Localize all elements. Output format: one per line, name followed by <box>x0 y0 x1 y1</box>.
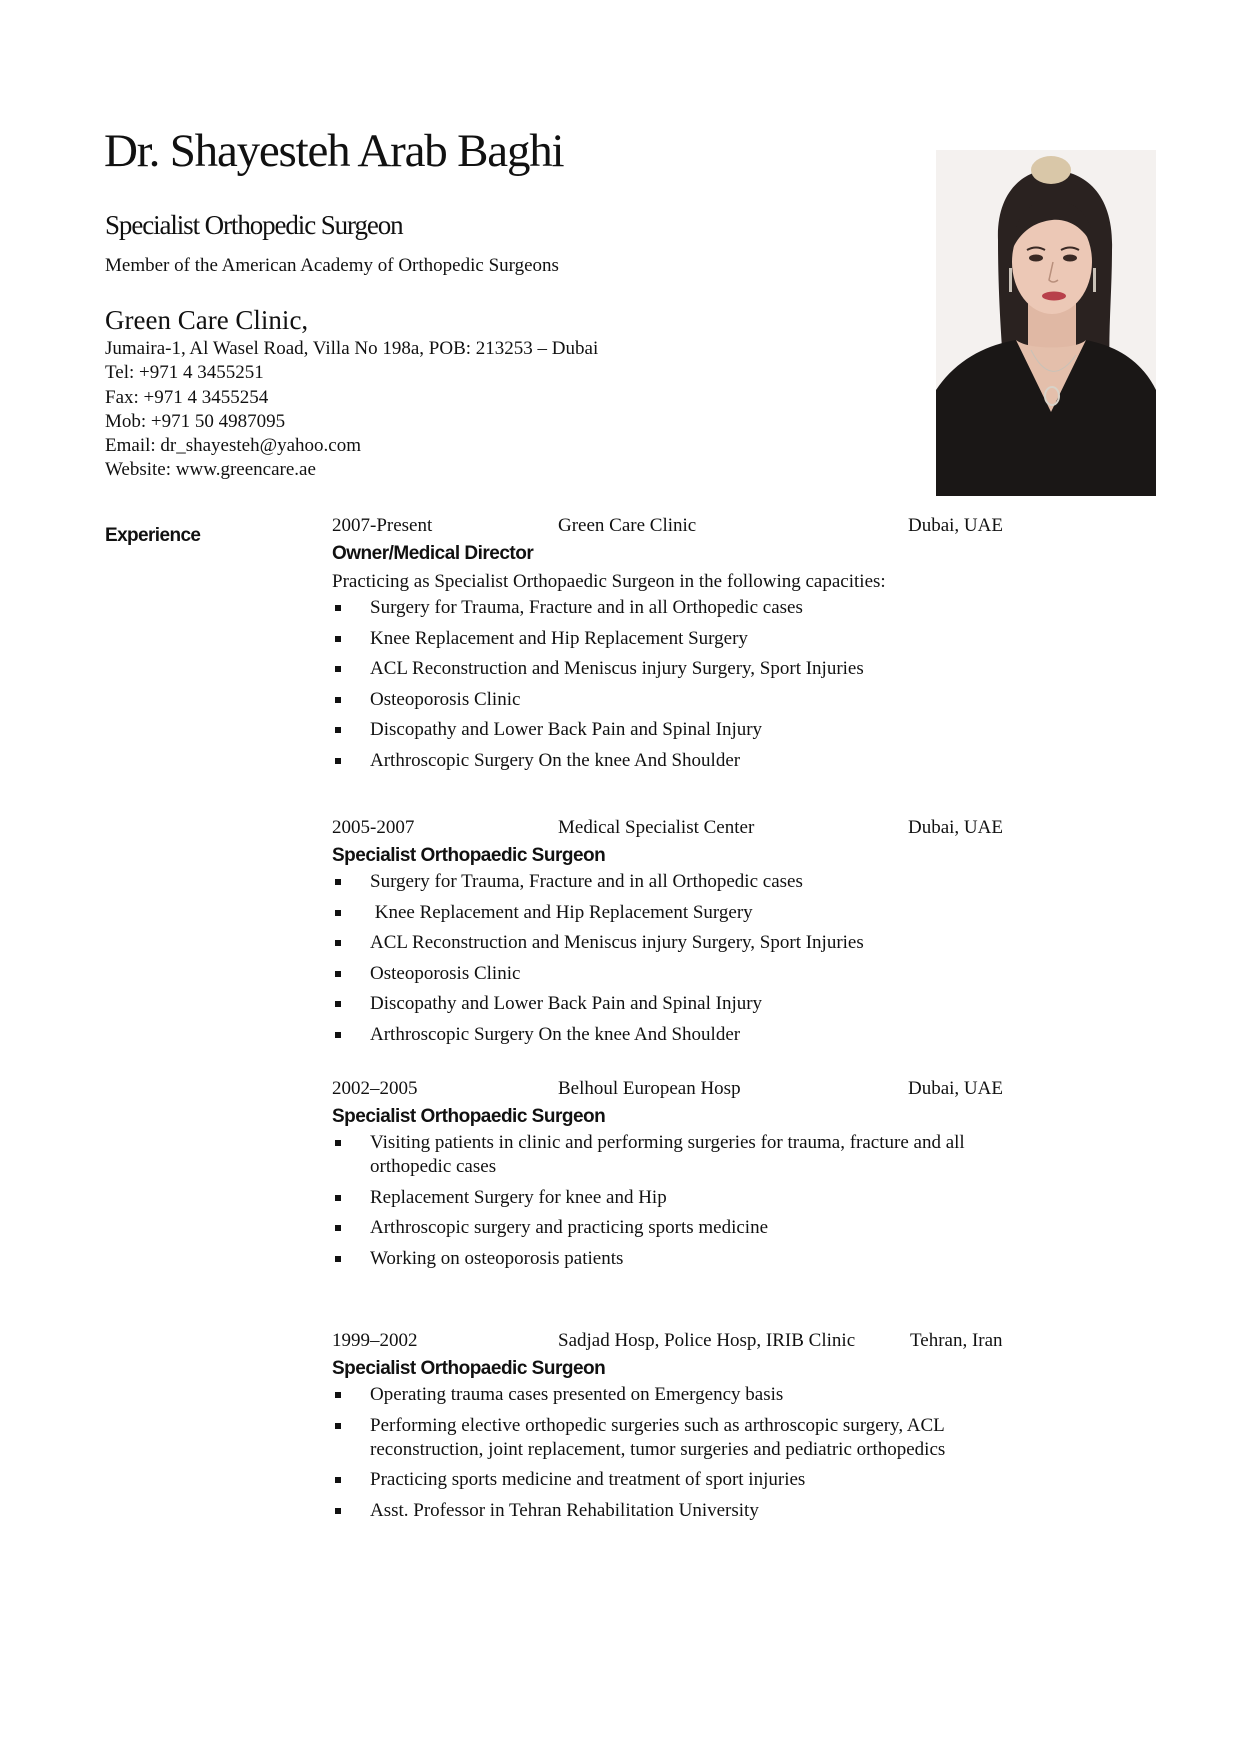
job-entry <box>332 1330 1032 1529</box>
job-header <box>332 515 1032 537</box>
list-item <box>332 901 1032 925</box>
address-line: Jumaira-1, Al Wasel Road, Villa No 198a, POB: 213253 – Dubai <box>105 338 599 359</box>
list-item <box>332 749 1032 773</box>
job-role: Specialist Orthopaedic Surgeon <box>332 1358 606 1379</box>
list-item-text: Replacement Surgery for knee and Hip <box>370 1186 667 1208</box>
job-period: 2005-2007 <box>332 817 415 838</box>
job-role: Owner/Medical Director <box>332 543 534 564</box>
job-organization: Green Care Clinic <box>558 515 697 536</box>
list-item <box>332 657 1032 681</box>
doctor-name: Dr. Shayesteh Arab Baghi <box>104 125 564 177</box>
job-entry <box>332 515 1032 779</box>
website-line: Website: www.greencare.ae <box>105 459 316 481</box>
list-item <box>332 1186 1032 1210</box>
tel-line: Tel: +971 4 3455251 <box>105 362 264 384</box>
mobile-line: Mob: +971 50 4987095 <box>105 410 286 432</box>
list-item-text: Asst. Professor in Tehran Rehabilitation University <box>370 1499 759 1521</box>
job-organization: Medical Specialist Center <box>558 817 755 838</box>
job-location: Dubai, UAE <box>908 1078 1003 1099</box>
list-item-text: Knee Replacement and Hip Replacement Surgery <box>370 901 753 923</box>
job-bullet-list <box>332 1131 1032 1271</box>
job-header <box>332 817 1032 839</box>
list-item <box>332 1023 1032 1047</box>
list-item-text: Discopathy and Lower Back Pain and Spinal Injury <box>370 719 763 740</box>
list-item-text: Osteoporosis Clinic <box>370 962 521 984</box>
list-item-text: Arthroscopic Surgery On the knee And Shoulder <box>370 749 741 771</box>
list-item-text: Discopathy and Lower Back Pain and Spinal Injury <box>370 993 763 1014</box>
list-item <box>332 992 1032 1016</box>
job-period: 2007-Present <box>332 515 433 536</box>
list-item <box>332 931 1032 955</box>
job-location: Tehran, Iran <box>910 1330 1003 1351</box>
list-item-text: Practicing sports medicine and treatment of sport injuries <box>370 1469 806 1490</box>
list-item <box>332 1414 1032 1462</box>
list-item-text: Working on osteoporosis patients <box>370 1247 624 1269</box>
clinic-name: Green Care Clinic, <box>105 305 309 335</box>
list-item-text: Performing elective orthopedic surgeries such as arthroscopic surgery, ACL reconstruction, joint replacement, tumor surgeries and pediatric orthopedics <box>370 1414 946 1460</box>
section-experience-label: Experience <box>105 525 201 546</box>
fax-line: Fax: +971 4 3455254 <box>105 386 269 408</box>
job-bullet-list <box>332 870 1032 1047</box>
list-item <box>332 1216 1032 1240</box>
job-organization: Sadjad Hosp, Police Hosp, IRIB Clinic <box>558 1330 856 1351</box>
email-line: Email: dr_shayesteh@yahoo.com <box>105 435 361 457</box>
job-location: Dubai, UAE <box>908 515 1003 536</box>
list-item <box>332 1247 1032 1271</box>
membership-line: Member of the American Academy of Orthopedic Surgeons <box>105 255 559 276</box>
contact-block <box>105 337 598 483</box>
job-period: 1999–2002 <box>332 1330 418 1351</box>
list-item <box>332 1131 1032 1179</box>
list-item <box>332 1499 1032 1523</box>
list-item <box>332 596 1032 620</box>
job-entry <box>332 1078 1032 1277</box>
job-entry <box>332 817 1032 1053</box>
job-role: Specialist Orthopaedic Surgeon <box>332 845 606 866</box>
professional-title: Specialist Orthopedic Surgeon <box>105 210 403 240</box>
list-item <box>332 718 1032 742</box>
job-organization: Belhoul European Hosp <box>558 1078 741 1099</box>
job-location: Dubai, UAE <box>908 817 1003 838</box>
list-item-text: Arthroscopic Surgery On the knee And Shoulder <box>370 1023 741 1045</box>
list-item-text: ACL Reconstruction and Meniscus injury Surgery, Sport Injuries <box>370 932 864 953</box>
list-item-text: ACL Reconstruction and Meniscus injury Surgery, Sport Injuries <box>370 658 864 679</box>
job-header <box>332 1078 1032 1100</box>
profile-photo <box>936 150 1156 496</box>
job-bullet-list <box>332 596 1032 773</box>
list-item <box>332 870 1032 894</box>
job-header <box>332 1330 1032 1352</box>
list-item-text: Knee Replacement and Hip Replacement Surgery <box>370 627 748 649</box>
list-item <box>332 962 1032 986</box>
job-role: Specialist Orthopaedic Surgeon <box>332 1106 606 1127</box>
list-item-text: Visiting patients in clinic and performing surgeries for trauma, fracture and all orthopedic cases <box>370 1132 965 1177</box>
job-intro: Practicing as Specialist Orthopaedic Surgeon in the following capacities: <box>332 571 886 592</box>
list-item-text: Surgery for Trauma, Fracture and in all Orthopedic cases <box>370 871 803 892</box>
list-item <box>332 688 1032 712</box>
list-item <box>332 627 1032 651</box>
job-bullet-list <box>332 1383 1032 1523</box>
list-item-text: Surgery for Trauma, Fracture and in all Orthopedic cases <box>370 597 803 618</box>
list-item-text: Arthroscopic surgery and practicing sports medicine <box>370 1217 769 1238</box>
list-item <box>332 1383 1032 1407</box>
list-item <box>332 1468 1032 1492</box>
list-item-text: Operating trauma cases presented on Emergency basis <box>370 1384 784 1405</box>
job-period: 2002–2005 <box>332 1078 418 1099</box>
list-item-text: Osteoporosis Clinic <box>370 688 521 710</box>
